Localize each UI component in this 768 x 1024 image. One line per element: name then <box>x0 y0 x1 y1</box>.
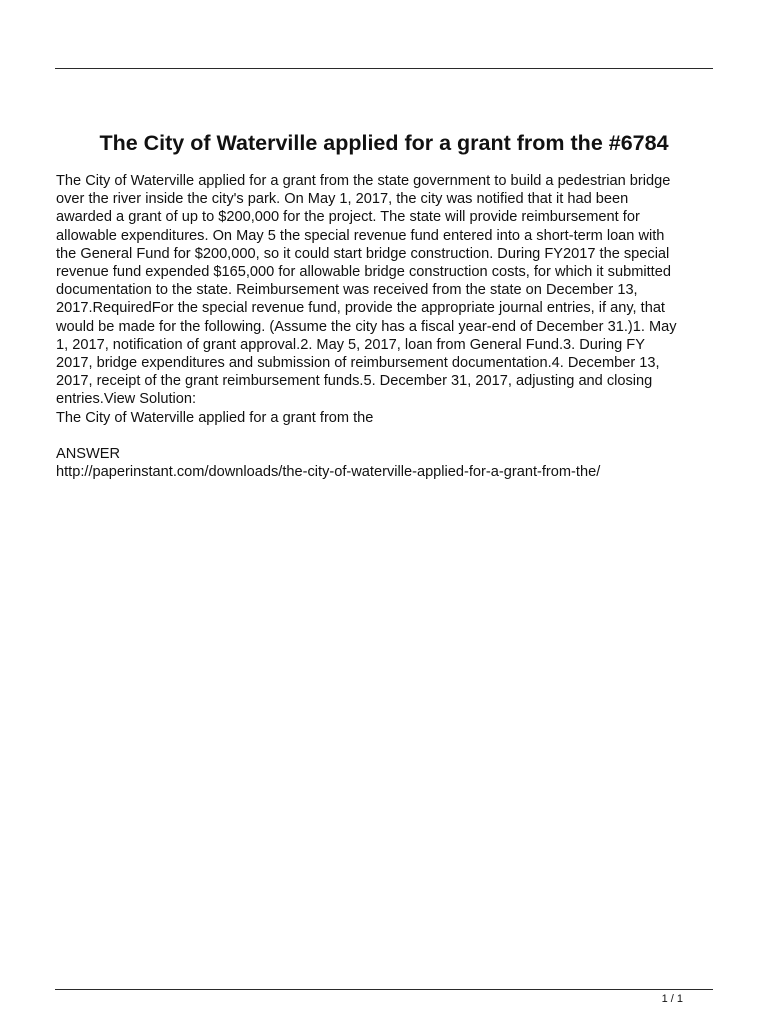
page-number: 1 / 1 <box>661 993 683 1005</box>
body-line: 2017.RequiredFor the special revenue fund, provide the appropriate journal entries, if any, that <box>56 300 665 317</box>
solution-title-line: The City of Waterville applied for a grant from the <box>56 409 374 426</box>
view-solution-label: entries.View Solution: <box>56 391 197 408</box>
body-line: the General Fund for $200,000, so it could start bridge construction. During FY2017 the special <box>56 245 670 262</box>
answer-link[interactable]: http://paperinstant.com/downloads/the-city-of-waterville-applied-for-a-grant-from-the/ <box>56 464 601 481</box>
body-line: documentation to the state. Reimbursement was received from the state on December 13, <box>56 282 638 299</box>
page-title: The City of Waterville applied for a grant from the #6784 <box>99 131 669 155</box>
body-line: over the river inside the city's park. On May 1, 2017, the city was notified that it had been <box>56 191 629 208</box>
body-line: The City of Waterville applied for a grant from the state government to build a pedestrian bridge <box>56 173 671 189</box>
body-line: revenue fund expended $165,000 for allowable bridge construction costs, for which it submitted <box>56 264 671 281</box>
body-line: would be made for the following. (Assume the city has a fiscal year-end of December 31.)1. May <box>56 318 677 335</box>
body-line: 2017, receipt of the grant reimbursement funds.5. December 31, 2017, adjusting and closing <box>56 373 653 390</box>
top-divider <box>55 68 713 69</box>
document-body <box>56 172 716 427</box>
body-line: 2017, bridge expenditures and submission of reimbursement documentation.4. December 13, <box>56 355 660 372</box>
body-line: awarded a grant of up to $200,000 for the project. The state will provide reimbursement for <box>56 209 640 226</box>
body-line: 1, 2017, notification of grant approval.2. May 5, 2017, loan from General Fund.3. During FY <box>56 336 645 353</box>
answer-label: ANSWER <box>56 446 121 462</box>
bottom-divider <box>55 989 713 990</box>
answer-section <box>56 445 716 481</box>
body-line: allowable expenditures. On May 5 the special revenue fund entered into a short-term loan with <box>56 227 665 244</box>
